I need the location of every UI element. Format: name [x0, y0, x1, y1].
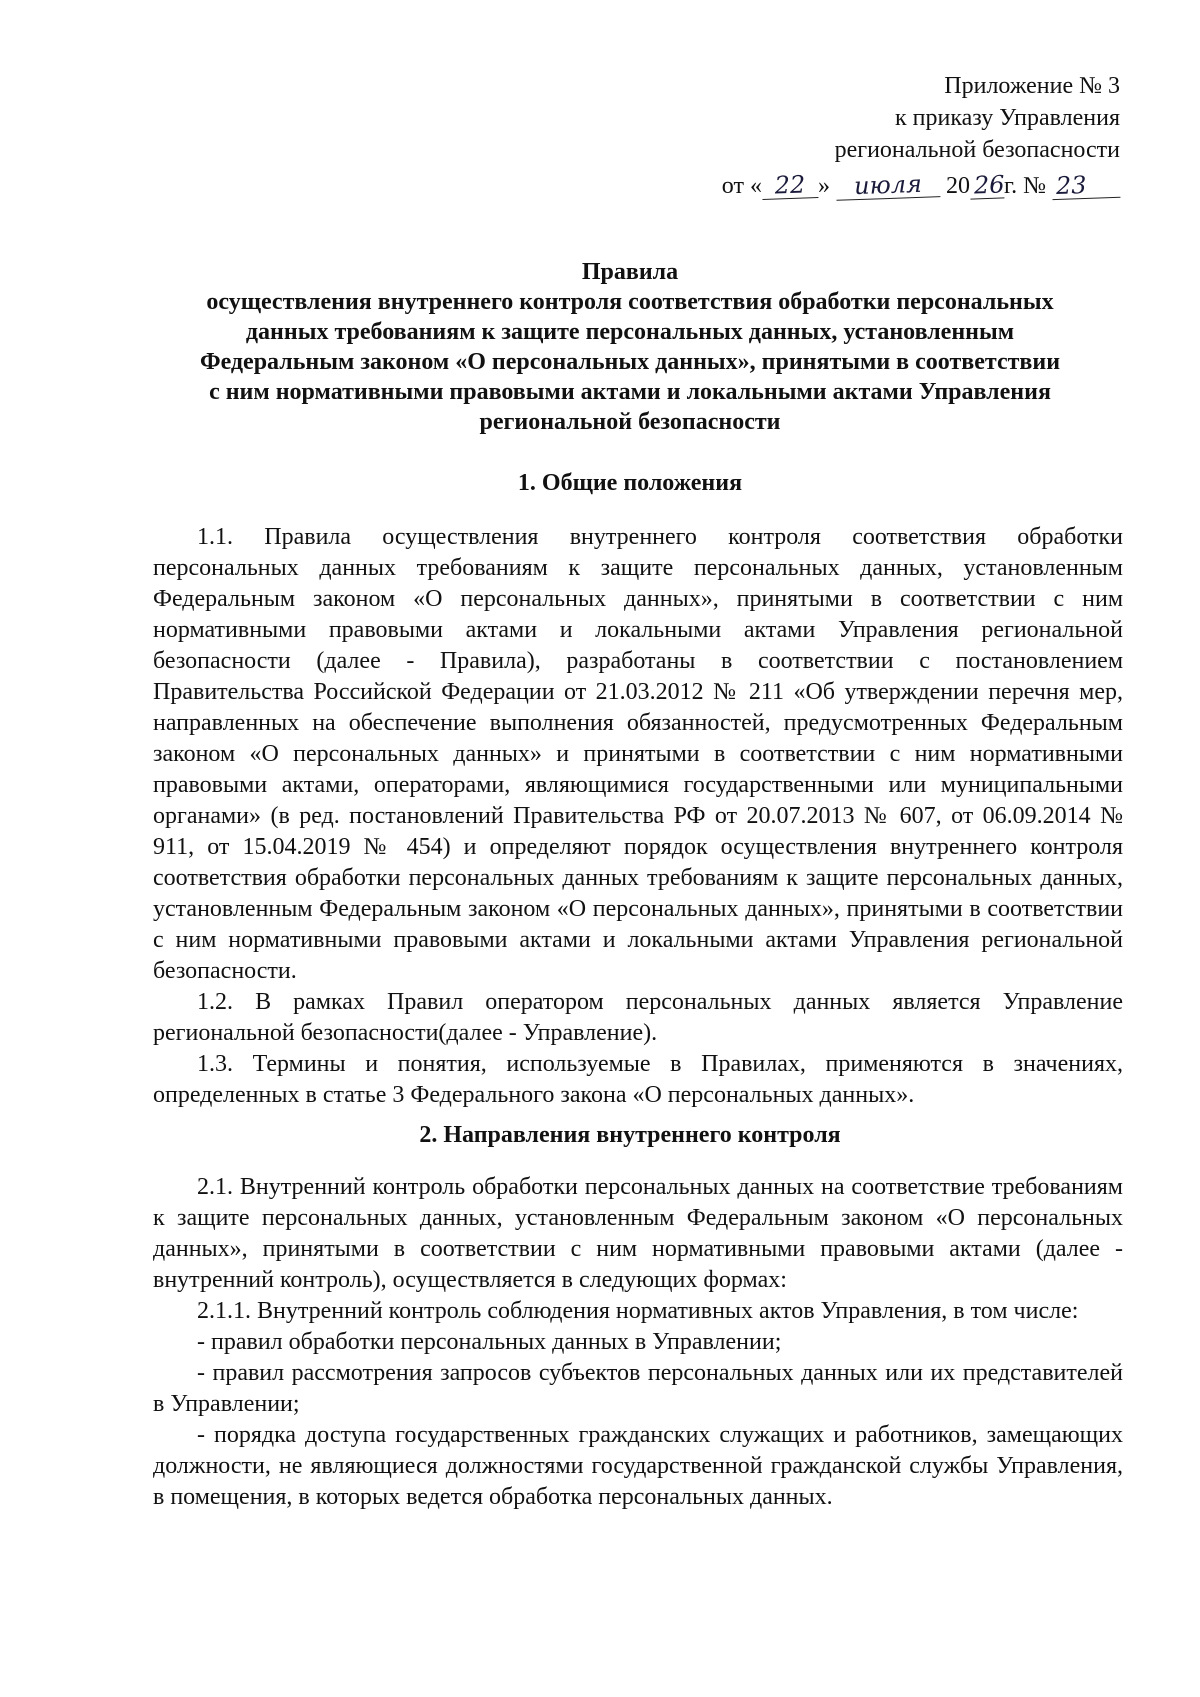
title-line-1: Правила [581, 259, 679, 285]
appendix-number: Приложение № 3 [944, 73, 1120, 99]
title-line-6: региональной безопасности [479, 409, 781, 435]
paragraph-2-1-1: 2.1.1. Внутренний контроль соблюдения нормативных актов Управления, в том числе: [197, 1298, 1079, 1324]
title-line-3: данных требованиям к защите персональных данных, установленным [245, 319, 1015, 345]
title-line-4: Федеральным законом «О персональных данных», принятыми в соответствии [199, 349, 1061, 375]
appendix-organization: региональной безопасности [834, 137, 1120, 163]
date-year-prefix: 20 [945, 173, 970, 199]
date-mid: » [817, 173, 830, 199]
order-number-handwritten: 23 [1052, 171, 1121, 200]
paragraph-2-1: 2.1. Внутренний контроль обработки персональных данных на соответствие требованиям к защите персональных данных, установленным Федеральным законом «О персональных данных», принятыми в соответствии с ним нормативными правовыми актами (далее - внутренний контроль), осуществляется в следующих формах: [153, 1174, 1123, 1293]
document-title [140, 257, 1120, 437]
paragraph-1-2: 1.2. В рамках Правил оператором персональных данных является Управление региональной безопасности(далее - Управление). [153, 989, 1123, 1046]
appendix-order-ref: к приказу Управления [894, 105, 1120, 131]
section-1-heading: 1. Общие положения [517, 470, 743, 496]
section-1-body [153, 522, 1123, 1111]
section-2-body [153, 1172, 1123, 1513]
paragraph-1-3: 1.3. Термины и понятия, используемые в Правилах, применяются в значениях, определенных в статье 3 Федерального закона «О персональных данных». [153, 1051, 1123, 1108]
date-number-label: г. № [1003, 173, 1046, 199]
title-line-2: осуществления внутреннего контроля соответствия обработки персональных [206, 289, 1054, 315]
list-item-3: - порядка доступа государственных гражданских служащих и работников, замещающих должности, не являющиеся должностями государственной гражданской службы Управления, в помещения, в которых ведется обработка персональных данных. [153, 1422, 1123, 1510]
list-item-2: - правил рассмотрения запросов субъектов персональных данных или их представителей в Управлении; [153, 1360, 1123, 1417]
date-year-handwritten: 26 [969, 171, 1004, 199]
date-day-handwritten: 22 [761, 171, 818, 200]
list-item-1: - правил обработки персональных данных в Управлении; [197, 1329, 782, 1355]
date-prefix: от « [721, 173, 762, 199]
appendix-date-line [520, 170, 1120, 202]
appendix-header [520, 70, 1120, 202]
section-2-heading: 2. Направления внутреннего контроля [419, 1122, 841, 1148]
date-month-handwritten: июля [836, 170, 941, 201]
paragraph-1-1: 1.1. Правила осуществления внутреннего контроля соответствия обработки персональных данных требованиям к защите персональных данных, установленным Федеральным законом «О персональных данных», принятыми в соответствии с ним нормативными правовыми актами и локальными актами Управления региональной безопасности (далее - Правила), разработаны в соответствии с постановлением Правительства Российской Федерации от 21.03.2012 № 211 «Об утверждении перечня мер, направленных на обеспечение выполнения обязанностей, предусмотренных Федеральным законом «О персональных данных» и принятыми в соответствии с ним нормативными правовыми актами, операторами, являющимися государственными или муниципальными органами» (в ред. постановлений Правительства РФ от 20.07.2013 № 607, от 06.09.2014 № 911, от 15.04.2019 № 454) и определяют порядок осуществления внутреннего контроля соответствия обработки персональных данных требованиям к защите персональных данных, установленным Федеральным законом «О персональных данных», принятыми в соответствии с ним нормативными правовыми актами и локальными актами Управления региональной безопасности. [153, 524, 1123, 984]
title-line-5: с ним нормативными правовыми актами и локальными актами Управления [209, 379, 1051, 405]
